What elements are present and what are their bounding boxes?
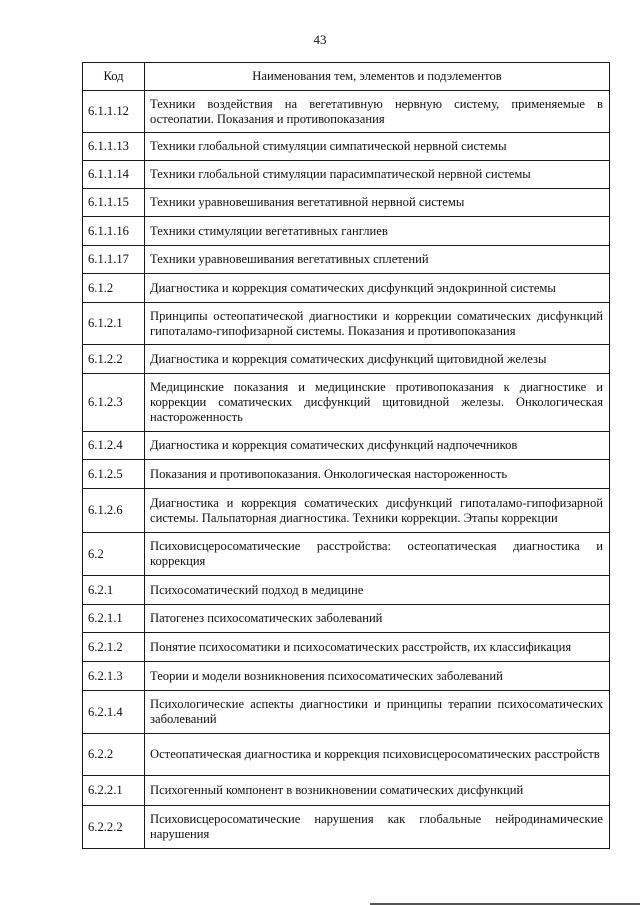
row-name: Остеопатическая диагностика и коррекция психовисцеросоматических расстройств [145,734,610,776]
table-row [83,432,610,460]
row-code: 6.1.1.15 [83,189,145,217]
table-row [83,189,610,217]
row-name: Психовисцеросоматические расстройства: остеопатическая диагностика и коррекция [145,533,610,576]
table-row [83,734,610,776]
table-row [83,691,610,734]
row-code: 6.1.1.14 [83,161,145,189]
row-code: 6.2.1.4 [83,691,145,734]
page-number: 43 [313,32,327,47]
header-code: Код [83,63,145,91]
row-code: 6.2.1.2 [83,633,145,662]
row-name: Патогенез психосоматических заболеваний [145,605,610,633]
row-code: 6.1.1.13 [83,133,145,161]
row-code: 6.2 [83,533,145,576]
curriculum-table [82,62,610,849]
row-code: 6.2.2.2 [83,806,145,849]
row-name: Медицинские показания и медицинские противопоказания к диагностике и коррекции соматических дисфункций щитовидной железы. Онкологическая настороженность [145,374,610,432]
table-row [83,806,610,849]
table-row [83,345,610,374]
row-name: Принципы остеопатической диагностики и коррекции соматических дисфункций гипоталамо-гипофизарной системы. Показания и противопоказания [145,303,610,345]
table-row [83,489,610,533]
row-name: Психологические аспекты диагностики и принципы терапии психосоматических заболеваний [145,691,610,734]
row-name: Техники уравновешивания вегетативной нервной системы [145,189,610,217]
row-code: 6.1.1.16 [83,217,145,246]
row-code: 6.1.1.12 [83,91,145,133]
row-name: Техники стимуляции вегетативных ганглиев [145,217,610,246]
table-row [83,217,610,246]
row-name: Техники глобальной стимуляции парасимпатической нервной системы [145,161,610,189]
row-name: Диагностика и коррекция соматических дисфункций щитовидной железы [145,345,610,374]
table-row [83,246,610,274]
row-name: Психогенный компонент в возникновении соматических дисфункций [145,776,610,806]
row-name: Техники глобальной стимуляции симпатической нервной системы [145,133,610,161]
table-row [83,633,610,662]
row-code: 6.1.2.2 [83,345,145,374]
row-code: 6.2.2 [83,734,145,776]
row-code: 6.2.1.3 [83,662,145,691]
row-code: 6.2.1 [83,576,145,605]
table-row [83,274,610,303]
table-row [83,662,610,691]
row-name: Теории и модели возникновения психосоматических заболеваний [145,662,610,691]
row-name: Показания и противопоказания. Онкологическая настороженность [145,460,610,489]
row-name: Диагностика и коррекция соматических дисфункций надпочечников [145,432,610,460]
table-header-row [83,63,610,91]
table-row [83,533,610,576]
row-code: 6.1.1.17 [83,246,145,274]
row-code: 6.2.2.1 [83,776,145,806]
row-code: 6.2.1.1 [83,605,145,633]
row-code: 6.1.2.5 [83,460,145,489]
table-row [83,605,610,633]
row-name: Психовисцеросоматические нарушения как глобальные нейродинамические нарушения [145,806,610,849]
row-name: Диагностика и коррекция соматических дисфункций гипоталамо-гипофизарной системы. Пальпаторная диагностика. Техники коррекции. Этапы коррекции [145,489,610,533]
row-name: Диагностика и коррекция соматических дисфункций эндокринной системы [145,274,610,303]
table-row [83,374,610,432]
row-name: Техники воздействия на вегетативную нервную систему, применяемые в остеопатии. Показания и противопоказания [145,91,610,133]
row-code: 6.1.2.6 [83,489,145,533]
row-code: 6.1.2.1 [83,303,145,345]
table-row [83,776,610,806]
table-row [83,161,610,189]
row-code: 6.1.2.3 [83,374,145,432]
row-code: 6.1.2.4 [83,432,145,460]
table-row [83,576,610,605]
table-row [83,460,610,489]
header-name: Наименования тем, элементов и подэлементов [145,63,610,91]
row-name: Понятие психосоматики и психосоматических расстройств, их классификация [145,633,610,662]
table-row [83,133,610,161]
row-code: 6.1.2 [83,274,145,303]
row-name: Психосоматический подход в медицине [145,576,610,605]
table-row [83,303,610,345]
table-row [83,91,610,133]
row-name: Техники уравновешивания вегетативных сплетений [145,246,610,274]
